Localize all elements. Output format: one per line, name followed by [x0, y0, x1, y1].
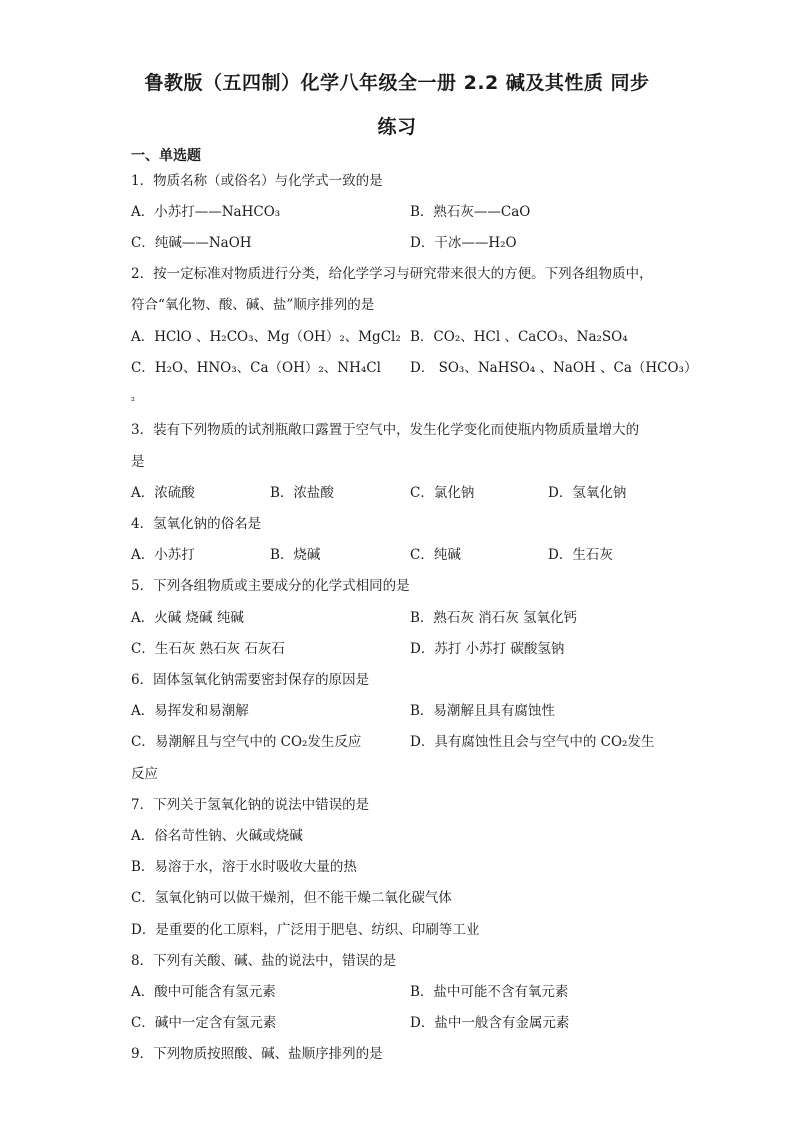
question-3-stem-line-2: 是	[131, 454, 145, 470]
question-4-option-c: C．纯碱	[410, 547, 461, 563]
question-2-option-b: B．CO₂、HCl 、CaCO₃、Na₂SO₄	[410, 329, 628, 345]
question-8-option-b: B．盐中可能不含有氧元素	[410, 984, 569, 1000]
question-7-option-d: D．是重要的化工原料，广泛用于肥皂、纺织、印刷等工业	[131, 922, 480, 938]
question-2-option-a: A．HClO 、H₂CO₃、Mg（OH）₂、MgCl₂	[131, 329, 401, 345]
question-3-option-d: D．氢氧化钠	[548, 485, 627, 501]
question-2-stem-line-1: 2．按一定标准对物质进行分类，给化学学习与研究带来很大的方便。下列各组物质中，	[131, 266, 653, 282]
question-7-option-b: B．易溶于水，溶于水时吸收大量的热	[131, 859, 357, 875]
question-5-option-b: B．熟石灰 消石灰 氢氧化钙	[410, 610, 578, 626]
question-6-option-c: C．易潮解且与空气中的 CO₂发生反应	[131, 734, 362, 750]
question-2-option-d: D． SO₃、NaHSO₄ 、NaOH 、Ca（HCO₃）	[410, 360, 698, 376]
question-1-stem: 1．物质名称（或俗名）与化学式一致的是	[131, 173, 383, 189]
question-6-option-d-wrap: 反应	[131, 766, 158, 782]
question-3-option-a: A．浓硫酸	[131, 485, 195, 501]
question-4-option-b: B．烧碱	[270, 547, 321, 563]
question-6-stem: 6．固体氢氧化钠需要密封保存的原因是	[131, 672, 370, 688]
question-6-option-a: A．易挥发和易潮解	[131, 703, 249, 719]
question-6-option-d: D．具有腐蚀性且会与空气中的 CO₂发生	[410, 734, 655, 750]
question-3-stem-line-1: 3．装有下列物质的试剂瓶敞口露置于空气中，发生化学变化而使瓶内物质质量增大的	[131, 422, 640, 438]
question-5-stem: 5．下列各组物质或主要成分的化学式相同的是	[131, 578, 410, 594]
question-5-option-d: D．苏打 小苏打 碳酸氢钠	[410, 641, 565, 657]
question-4-option-a: A．小苏打	[131, 547, 195, 563]
question-7-option-a: A．俗名苛性钠、火碱或烧碱	[131, 828, 303, 844]
question-4-stem: 4．氢氧化钠的俗名是	[131, 516, 262, 532]
question-3-option-c: C．氯化钠	[410, 485, 475, 501]
question-8-option-a: A．酸中可能含有氢元素	[131, 984, 276, 1000]
question-6-option-b: B．易潮解且具有腐蚀性	[410, 703, 555, 719]
question-7-option-c: C．氢氧化钠可以做干燥剂，但不能干燥二氧化碳气体	[131, 890, 452, 906]
question-7-stem: 7．下列关于氢氧化钠的说法中错误的是	[131, 797, 370, 813]
question-5-option-a: A．火碱 烧碱 纯碱	[131, 610, 244, 626]
question-9-stem: 9．下列物质按照酸、碱、盐顺序排列的是	[131, 1046, 383, 1062]
question-8-option-d: D．盐中一般含有金属元素	[410, 1015, 570, 1031]
document-title-line-1: 鲁教版（五四制）化学八年级全一册 2.2 碱及其性质 同步	[144, 72, 650, 94]
question-1-option-b: B．熟石灰——CaO	[410, 204, 531, 220]
question-2-stem-line-2: 符合“氧化物、酸、碱、盐”顺序排列的是	[131, 297, 375, 313]
document-title-line-2: 练习	[377, 116, 417, 138]
question-1-option-a: A．小苏打——NaHCO₃	[131, 204, 281, 220]
question-5-option-c: C．生石灰 熟石灰 石灰石	[131, 641, 285, 657]
question-1-option-d: D．干冰——H₂O	[410, 235, 517, 251]
question-2-option-c: C．H₂O、HNO₃、Ca（OH）₂、NH₄Cl	[131, 360, 381, 376]
section-heading: 一、单选题	[131, 148, 201, 164]
question-8-stem: 8．下列有关酸、碱、盐的说法中，错误的是	[131, 953, 397, 969]
question-8-option-c: C．碱中一定含有氢元素	[131, 1015, 277, 1031]
question-2-option-d-wrap: ₂	[131, 393, 136, 404]
question-1-option-c: C．纯碱——NaOH	[131, 235, 252, 251]
question-4-option-d: D．生石灰	[548, 547, 613, 563]
question-3-option-b: B．浓盐酸	[270, 485, 334, 501]
